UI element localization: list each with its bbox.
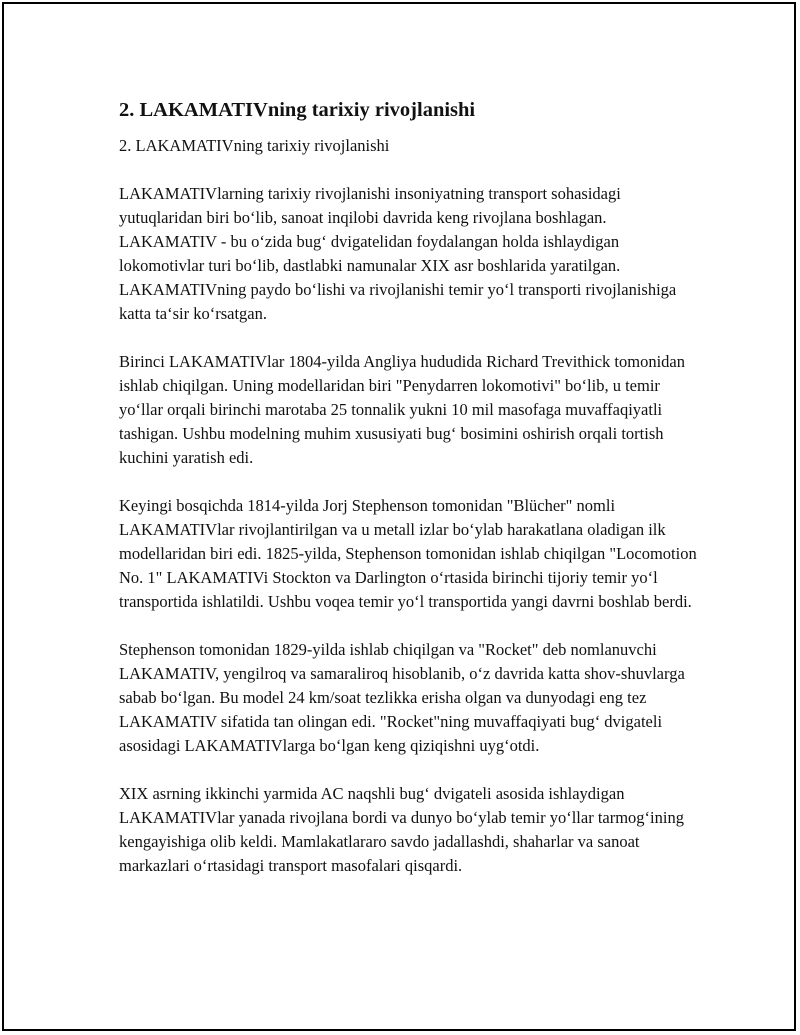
- paragraph-5: XIX asrning ikkinchi yarmida AC naqshli bug‘ dvigateli asosida ishlaydigan LAKAMATIVlar yanada rivojlana bordi va dunyo bo‘ylab temir yo‘llar tarmog‘ining kengayishiga olib keldi. Mamlakatlararo savdo jadallashdi, shaharlar va sanoat markazlari o‘rtasidagi transport masofalari qisqardi.: [119, 784, 684, 875]
- paragraph-1: LAKAMATIVlarning tarixiy rivojlanishi insoniyatning transport sohasidagi yutuqlaridan biri bo‘lib, sanoat inqilobi davrida keng rivojlana boshlagan. LAKAMATIV - bu o‘zida bug‘ dvigatelidan foydalangan holda ishlaydigan lokomotivlar turi bo‘lib, dastlabki namunalar XIX asr boshlarida yaratilgan. LAKAMATIVning paydo bo‘lishi va rivojlanishi temir yo‘l transporti rivojlanishiga katta ta‘sir ko‘rsatgan.: [119, 184, 677, 323]
- document-page: [2, 2, 796, 1031]
- section-subheading: 2. LAKAMATIVning tarixiy rivojlanishi: [119, 136, 390, 155]
- paragraph-2: Birinci LAKAMATIVlar 1804-yilda Angliya hududida Richard Trevithick tomonidan ishlab chiqilgan. Uning modellaridan biri "Penydarren lokomotivi" bo‘lib, u temir yo‘llar orqali birinchi marotaba 25 tonnalik yukni 10 mil masofaga muvaffaqiyatli tashigan. Ushbu modelning muhim xususiyati bug‘ bosimini oshirish orqali tortish kuchini yaratish edi.: [119, 352, 685, 467]
- section-heading: 2. LAKAMATIVning tarixiy rivojlanishi: [119, 99, 476, 121]
- paragraph-4: Stephenson tomonidan 1829-yilda ishlab chiqilgan va "Rocket" deb nomlanuvchi LAKAMATIV, yengilroq va samaraliroq hisoblanib, o‘z davrida katta shov-shuvlarga sabab bo‘lgan. Bu model 24 km/soat tezlikka erisha olgan va dunyodagi eng tez LAKAMATIV sifatida tan olingan edi. "Rocket"ning muvaffaqiyati bug‘ dvigateli asosidagi LAKAMATIVlarga bo‘lgan keng qiziqishni uyg‘otdi.: [119, 640, 685, 755]
- paragraph-3: Keyingi bosqichda 1814-yilda Jorj Stephenson tomonidan "Blücher" nomli LAKAMATIVlar rivojlantirilgan va u metall izlar bo‘ylab harakatlana oladigan ilk modellaridan biri edi. 1825-yilda, Stephenson tomonidan ishlab chiqilgan "Locomotion No. 1" LAKAMATIVi Stockton va Darlington o‘rtasida birinchi tijoriy temir yo‘l transportida ishlatildi. Ushbu voqea temir yo‘l transportida yangi davrni boshlab berdi.: [119, 496, 697, 611]
- document-body: [119, 96, 699, 878]
